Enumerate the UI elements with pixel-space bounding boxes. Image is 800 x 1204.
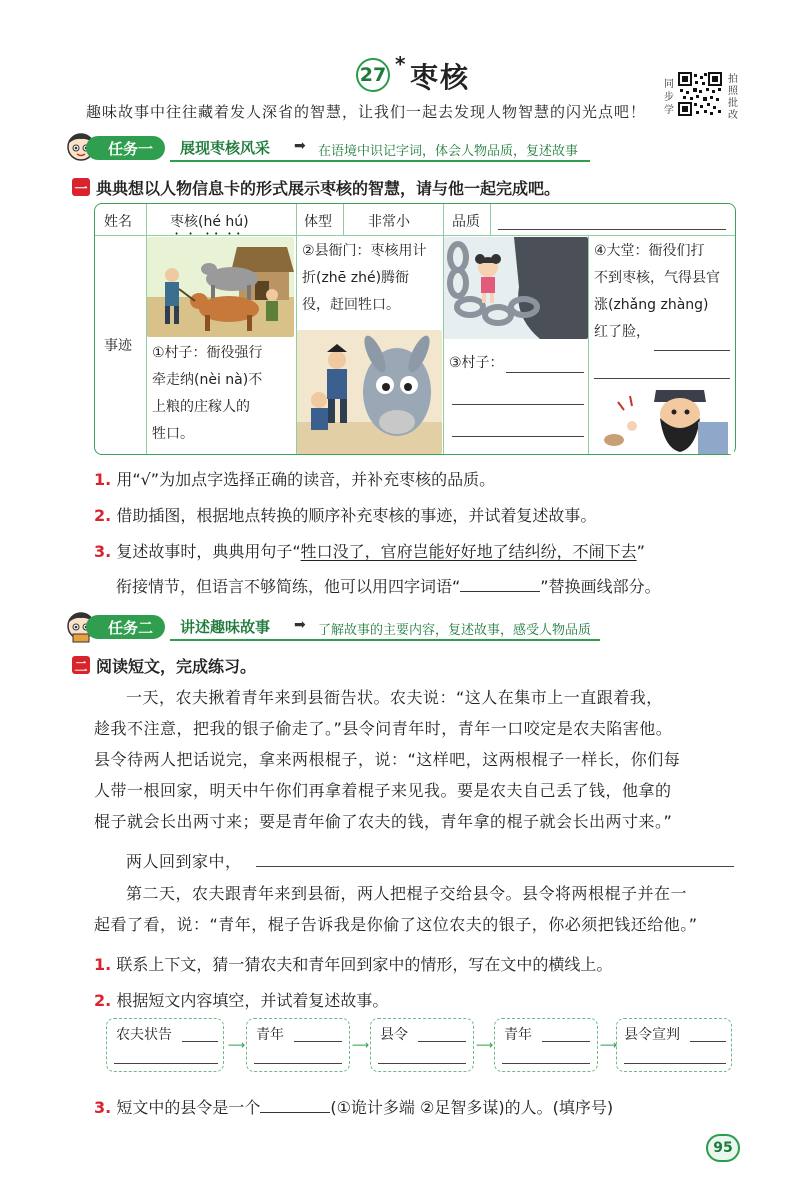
deed-cell-2-line: ②县衙门：枣核用计: [302, 243, 427, 259]
deed-cell-1: [152, 340, 294, 448]
table-col-divider: [443, 204, 444, 235]
arrow-right-icon: ➡: [294, 138, 306, 154]
deed-cell-4-line: 涨(zhǎng zhàng): [594, 297, 709, 313]
lesson-star: *: [395, 52, 406, 76]
question-2-3: [94, 1095, 613, 1118]
passage-line: 第二天，农夫跟青年来到县衙，两人把棍子交给县令。县令将两根棍子并在一: [126, 884, 688, 903]
flow-answer-line[interactable]: [294, 1041, 342, 1042]
passage-paragraph-1: [94, 682, 754, 837]
passage-line: 一天，农夫揪着青年来到县衙告状。农夫说：“这人在集市上一直跟着我，: [126, 688, 663, 707]
task2-pill: 任务二: [86, 615, 165, 639]
question-text: 衔接情节，但语言不够简练，他可以用四字词语“: [116, 577, 461, 596]
arrow-right-icon: ➡: [294, 617, 306, 633]
qr-right-label: [726, 74, 740, 122]
lesson-number: 27: [356, 58, 390, 92]
flow-answer-line[interactable]: [182, 1041, 218, 1042]
deed-cell-2-line: 折(zhē zhé)腾衙: [302, 270, 410, 286]
question-text: 短文中的县令是一个: [116, 1098, 261, 1117]
page-number: 95: [706, 1134, 740, 1162]
qr-right-char: 照: [728, 86, 738, 97]
qr-right-char: 改: [728, 110, 738, 121]
deed-cell-1-line: 牲口。: [152, 426, 194, 442]
question-text: (①诡计多端 ②足智多谋)的人。(填序号): [330, 1098, 614, 1117]
question-1-1: [94, 467, 495, 490]
qr-left-char: 学: [664, 105, 674, 116]
flow-answer-line[interactable]: [418, 1041, 466, 1042]
question-text: 用“√”为加点字选择正确的读音，并补充枣核的品质。: [116, 470, 496, 489]
flow-label-4: 青年: [504, 1027, 532, 1043]
section2-text: 阅读短文，完成练习。: [96, 657, 257, 676]
deed-cell-4-line: 红了脸，: [594, 324, 650, 340]
flow-arrow-icon: ⟶: [476, 1038, 494, 1052]
section1-text: 典典想以人物信息卡的形式展示枣核的智慧，请与他一起完成吧。: [96, 179, 561, 198]
deed-cell-1-line: 上粮的庄稼人的: [152, 399, 250, 415]
qr-left-label: [662, 78, 676, 117]
chains-zaohe-illustration: [444, 237, 588, 339]
name-value: [170, 211, 249, 238]
deed-cell-1-line: ①村子：衙役强行: [152, 345, 263, 361]
task1-title: 展现枣核风采: [180, 139, 271, 157]
deed-cell-2-line: 役，赶回牲口。: [302, 297, 400, 313]
task1-desc: 在语境中识记字词，体会人物品质，复述故事: [318, 144, 579, 159]
village-livestock-illustration: [147, 237, 294, 337]
intro-text: 趣味故事中往往藏着发人深省的智慧，让我们一起去发现人物智慧的闪光点吧！: [86, 103, 647, 121]
flow-arrow-icon: ⟶: [228, 1038, 246, 1052]
question-number: 1.: [94, 470, 112, 489]
deed-cell-2: [302, 238, 442, 319]
flow-answer-line[interactable]: [502, 1063, 590, 1064]
deed-cell-3-answer-line[interactable]: [452, 436, 584, 437]
question-1-3-cont: [116, 574, 661, 597]
task1-pill: 任务一: [86, 136, 165, 160]
qr-code-icon[interactable]: [678, 72, 722, 116]
flow-arrow-icon: ⟶: [600, 1038, 618, 1052]
deeds-label: 事迹: [104, 338, 132, 354]
qr-right-char: 拍: [728, 74, 738, 85]
question-number: 1.: [94, 955, 112, 974]
qr-right-char: 批: [728, 98, 738, 109]
name-label: 姓名: [104, 214, 132, 230]
yamen-donkey-illustration: [297, 330, 442, 454]
question-text: 联系上下文，猜一猜农夫和青年回到家中的情形，写在文中的横线上。: [116, 955, 613, 974]
deed-cell-4-answer-line[interactable]: [654, 350, 730, 351]
section1-badge: 一: [72, 178, 90, 196]
question-text: 根据短文内容填空，并试着复述故事。: [116, 991, 389, 1010]
table-col-divider: [588, 236, 589, 454]
passage-paragraph-2: 两人回到家中，: [126, 852, 242, 871]
question-number: 2.: [94, 991, 112, 1010]
task2-title: 讲述趣味故事: [180, 618, 271, 636]
question-text: ”: [636, 542, 645, 561]
question-number: 2.: [94, 506, 112, 525]
table-col-divider: [296, 204, 297, 235]
question-answer-blank[interactable]: [260, 1098, 330, 1113]
qr-left-char: 步: [664, 92, 674, 103]
flow-label-5: 县令宣判: [624, 1027, 680, 1043]
task2-underline: [170, 639, 600, 641]
question-number: 3.: [94, 1098, 112, 1117]
flow-answer-line[interactable]: [690, 1041, 726, 1042]
deed-cell-4-answer-line[interactable]: [594, 378, 730, 379]
idiom-answer-blank[interactable]: [460, 577, 540, 592]
flow-answer-line[interactable]: [624, 1063, 726, 1064]
flow-arrow-icon: ⟶: [352, 1038, 370, 1052]
passage-paragraph-3: [94, 878, 754, 940]
flow-label-2: 青年: [256, 1027, 284, 1043]
passage-line: 棍子就会长出两寸来；要是青年偷了农夫的钱，青年拿的棍子就会长出两寸来。”: [94, 812, 673, 831]
flow-answer-line[interactable]: [254, 1063, 342, 1064]
question-text: 借助插图，根据地点转换的顺序补充枣核的事迹，并试着复述故事。: [116, 506, 597, 525]
flow-label-1: 农夫状告: [116, 1027, 172, 1043]
question-2-1: [94, 952, 612, 975]
question-text: ”替换画线部分。: [540, 577, 661, 596]
deed-cell-3-answer-line[interactable]: [506, 372, 584, 373]
deed-cell-3-answer-line[interactable]: [452, 404, 584, 405]
passage-answer-line[interactable]: [256, 866, 734, 867]
deed-cell-3: ③村子：: [449, 355, 504, 371]
flow-label-3: 县令: [380, 1027, 408, 1043]
body-value: 非常小: [368, 214, 410, 230]
magistrate-illustration: [594, 382, 734, 454]
question-2-2: [94, 988, 388, 1011]
question-1-3: [94, 539, 754, 562]
underlined-phrase: 牲口没了，官府岂能好好地了结纠纷，不闹下去: [300, 542, 637, 561]
passage-line: 趁我不注意，把我的银子偷走了。”县令问青年时，青年一口咬定是农夫陷害他。: [94, 719, 673, 738]
question-number: 3.: [94, 542, 112, 561]
deed-cell-4: [594, 238, 734, 346]
lesson-title: 枣核: [410, 61, 471, 94]
body-label: 体型: [304, 214, 332, 230]
task2-desc: 了解故事的主要内容，复述故事，感受人物品质: [318, 623, 592, 638]
deed-cell-4-line: ④大堂：衙役们打: [594, 243, 705, 259]
deed-cell-4-line: 不到枣核，气得县官: [594, 270, 720, 286]
passage-line: 起看了看，说：“青年，棍子告诉我是你偷了这位农夫的银子，你必须把钱还给他。”: [94, 915, 698, 934]
table-col-divider: [343, 204, 344, 235]
question-text: 复述故事时，典典用句子“: [116, 542, 301, 561]
passage-line: 县令待两人把话说完，拿来两根棍子，说：“这样吧，这两根棍子一样长，你们每: [94, 750, 681, 769]
flow-answer-line[interactable]: [542, 1041, 590, 1042]
quality-answer-line[interactable]: [498, 229, 726, 230]
qr-left-char: 同: [664, 79, 674, 90]
table-col-divider: [490, 204, 491, 235]
question-1-2: [94, 503, 596, 526]
flow-answer-line[interactable]: [114, 1063, 218, 1064]
deed-cell-1-line: 牵走纳(nèi nà)不: [152, 372, 263, 388]
passage-line: 人带一根回家，明天中午你们再拿着棍子来见我。要是农夫自己丢了钱，他拿的: [94, 781, 672, 800]
flow-answer-line[interactable]: [378, 1063, 466, 1064]
section2-badge: 二: [72, 656, 90, 674]
task1-underline: [170, 160, 590, 162]
name-value-text: 枣核(hé hú): [170, 214, 249, 230]
quality-label: 品质: [452, 214, 480, 230]
